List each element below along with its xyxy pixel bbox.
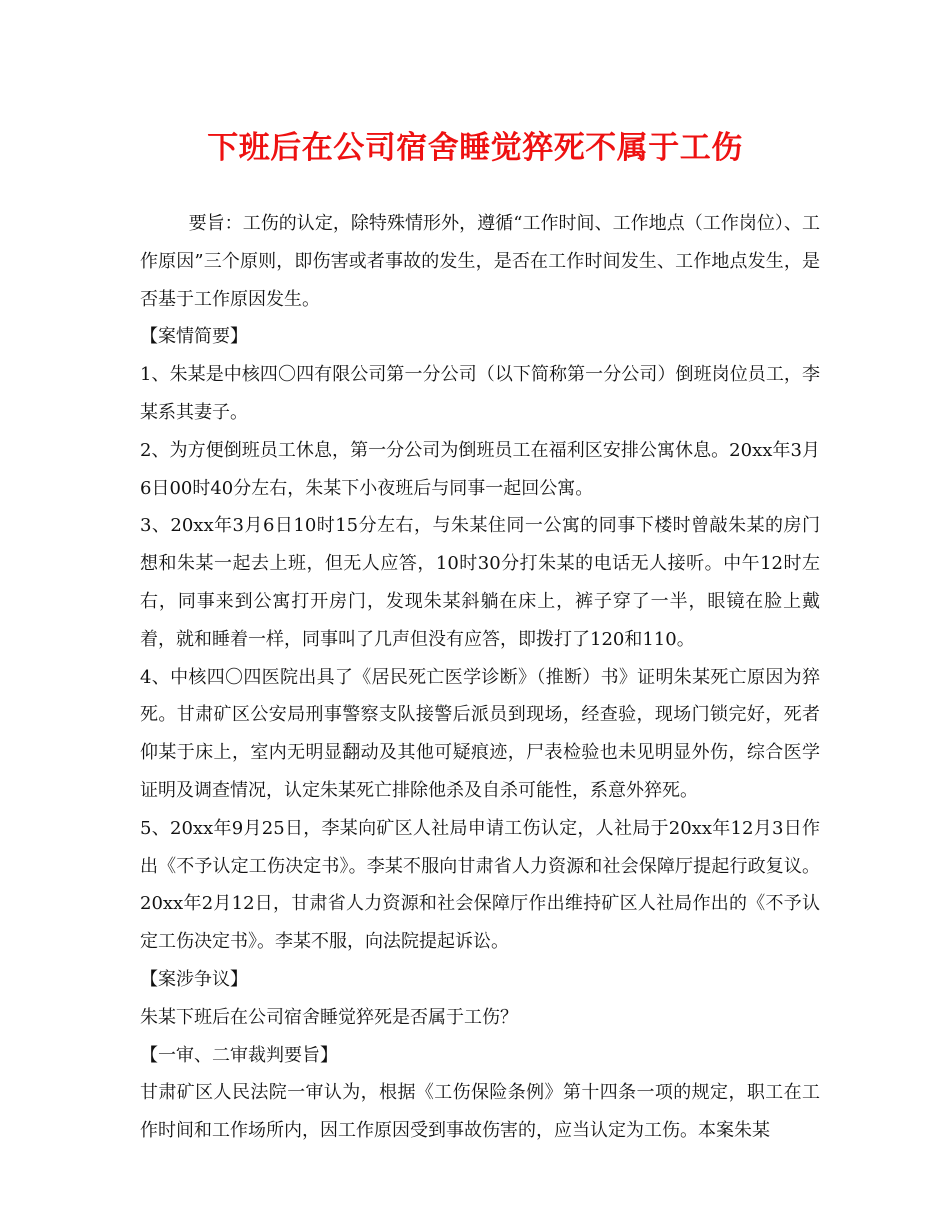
section-heading-case-summary: 【案情简要】 [140,326,248,348]
section-heading-dispute: 【案涉争议】 [140,968,248,990]
dispute-question: 朱某下班后在公司宿舍睡觉猝死是否属于工伤？ [140,1006,518,1028]
document-title: 下班后在公司宿舍睡觉猝死不属于工伤 [207,130,743,166]
case-fact-5: 5、20xx年9月25日，李某向矿区人社局申请工伤认定，人社局于20xx年12月3日作出《不予认定工伤决定书》。李某不服向甘肃省人力资源和社会保障厅提起行政复议。20xx年2月12日，甘肃省人力资源和社会保障厅作出维持矿区人社局作出的《不予认定工伤决定书》。李某不服，向法院提起诉讼。 [140,817,820,953]
case-fact-2: 2、为方便倒班员工休息，第一分公司为倒班员工在福利区安排公寓休息。20xx年3月6日00时40分左右，朱某下小夜班后与同事一起回公寓。 [140,439,820,499]
case-fact-1: 1、朱某是中核四〇四有限公司第一分公司（以下简称第一分公司）倒班岗位员工，李某系其妻子。 [140,364,820,423]
document-body [140,205,820,1150]
judgment-paragraph: 甘肃矿区人民法院一审认为，根据《工伤保险条例》第十四条一项的规定，职工在工作时间和工作场所内，因工作原因受到事故伤害的，应当认定为工伤。本案朱某 [140,1082,820,1142]
section-heading-judgment: 【一审、二审裁判要旨】 [140,1044,338,1066]
case-fact-3: 3、20xx年3月6日10时15分左右，与朱某住同一公寓的同事下楼时曾敲朱某的房门想和朱某一起去上班，但无人应答，10时30分打朱某的电话无人接听。中午12时左右，同事来到公寓打开房门，发现朱某斜躺在床上，裤子穿了一半，眼镜在脸上戴着，就和睡着一样，同事叫了几声但没有应答，即拨打了120和110。 [140,515,820,650]
summary-paragraph: 要旨：工伤的认定，除特殊情形外，遵循“工作时间、工作地点（工作岗位）、工作原因”三个原则，即伤害或者事故的发生，是否在工作时间发生、工作地点发生，是否基于工作原因发生。 [140,213,820,310]
case-fact-4: 4、中核四〇四医院出具了《居民死亡医学诊断》（推断）书》证明朱某死亡原因为猝死。甘肃矿区公安局刑事警察支队接警后派员到现场，经查验，现场门锁完好，死者仰某于床上，室内无明显翻动及其他可疑痕迹，尸表检验也未见明显外伤，综合医学证明及调查情况，认定朱某死亡排除他杀及自杀可能性，系意外猝死。 [140,666,820,801]
